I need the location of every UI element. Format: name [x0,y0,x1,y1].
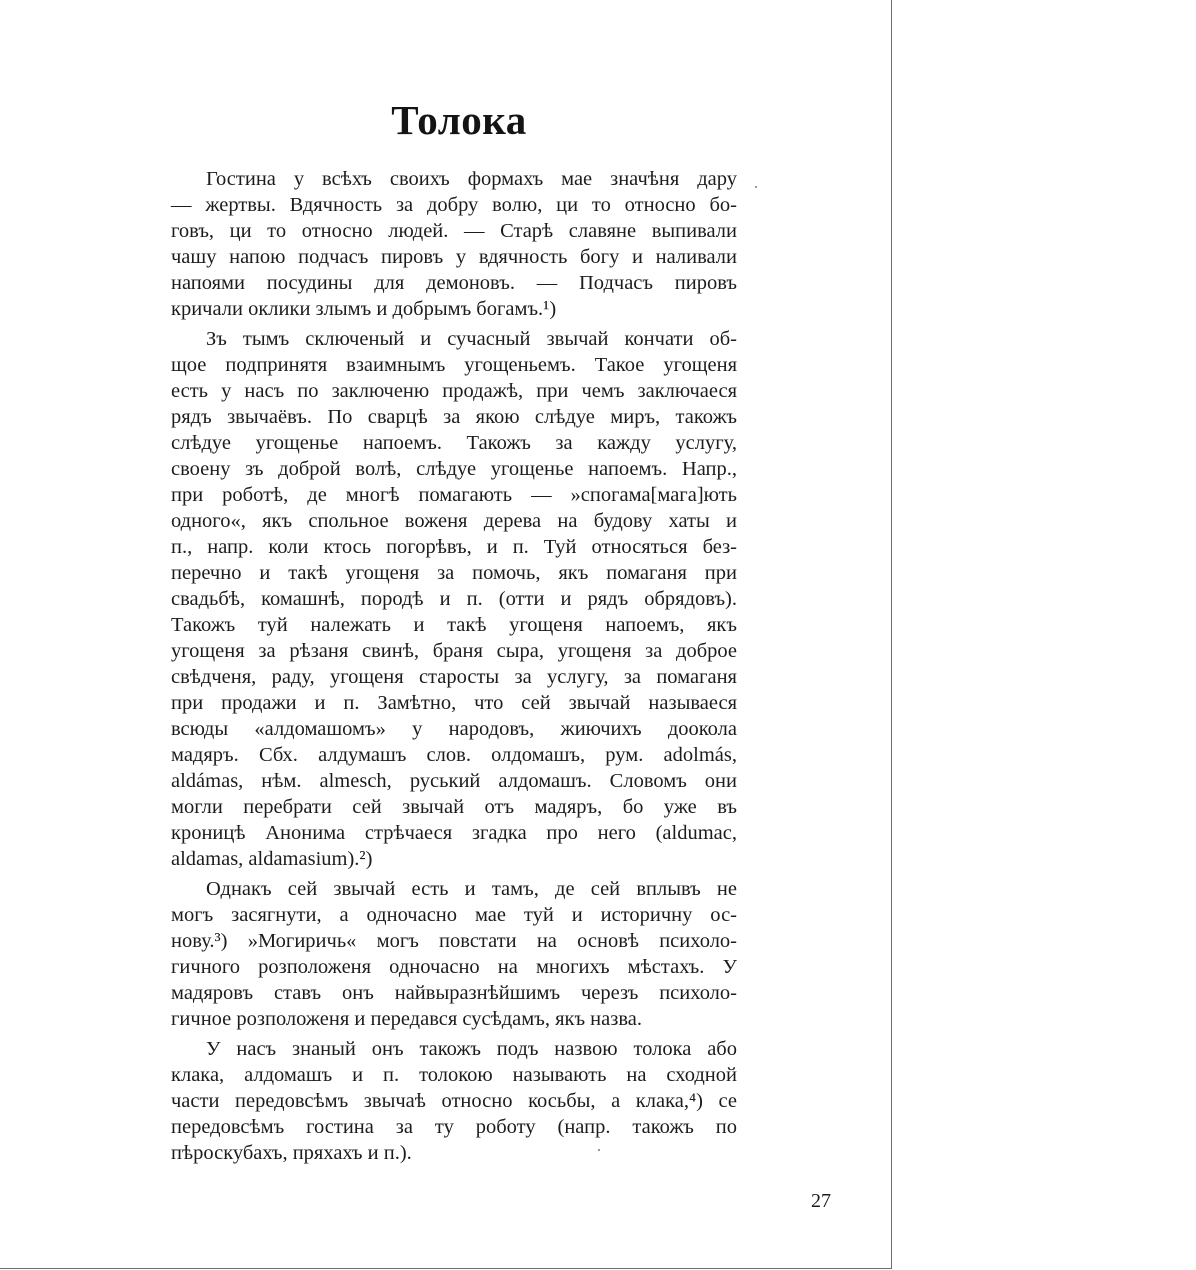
text-line: гичного розположеня одночасно на многихъ мѣстахъ. У [171,956,737,978]
page-number: 27 [811,1190,831,1212]
text-line: кроницѣ Анонима стрѣчаеся згадка про него (aldumac, [171,822,737,844]
scan-speck [598,1149,600,1151]
page-title: Толока [391,97,527,143]
text-line: клака, алдомашъ и п. толокою называють на сходной [171,1064,737,1086]
text-line: всюды «алдомашомъ» у народовъ, жиючихъ доокола [171,718,737,740]
text-line: Гостина у всѣхъ своихъ формахъ мае значѣня дару [206,168,737,190]
text-line: чашу напою подчасъ пировъ у вдячность богу и наливали [171,246,737,268]
text-line: угощеня за рѣзаня свинѣ, браня сыра, угощеня за доброе [171,640,737,662]
text-line: кричали оклики злымъ и добрымъ богамъ.¹) [171,298,557,320]
text-line: пѣроскубахъ, пряхахъ и п.). [171,1142,412,1164]
text-line: при роботѣ, де многѣ помагають — »спогама[мага]ють [171,484,737,506]
text-line: есть у насъ по заключеню продажѣ, при чемъ заключаеся [171,380,737,402]
text-line: рядъ звычаёвъ. По сварцѣ за якою слѣдуе миръ, такожъ [171,406,737,428]
text-line: слѣдуе угощенье напоемъ. Такожъ за кажду услугу, [171,432,737,454]
scan-speck [755,186,757,188]
text-line: могли перебрати сей звычай отъ мадяръ, бо уже въ [171,796,737,818]
text-line: могъ засягнути, а одночасно мае туй и историчну ос- [171,904,737,926]
text-line: при продажи и п. Замѣтно, что сей звычай называеся [171,692,737,714]
text-line: мадяровъ ставъ онъ найвыразнѣйшимъ черезъ психоло- [171,982,737,1004]
text-line: aldámas, нѣм. almesch, руський алдомашъ. Словомъ они [171,770,737,792]
text-line: Такожъ туй належать и такѣ угощеня напоемъ, якъ [171,614,737,636]
text-line: Зъ тымъ сключеный и сучасный звычай кончати об- [206,328,737,350]
text-line: одного«, якъ спольное воженя дерева на будову хаты и [171,510,737,532]
text-line: мадяръ. Сбх. алдумашъ слов. олдомашъ, рум. adolmás, [171,744,737,766]
text-line: п., напр. коли ктось погорѣвъ, и п. Туй относяться без- [171,536,737,558]
text-line: У насъ знаный онъ такожъ подъ назвою толока або [206,1038,737,1060]
text-line: части передовсѣмъ звычаѣ относно косьбы, а клака,⁴) се [171,1090,737,1112]
text-line: — жертвы. Вдячность за добру волю, ци то относно бо- [171,194,737,216]
text-line: aldamas, aldamasium).²) [171,848,373,870]
text-line: говъ, ци то относно людей. — Старѣ славяне выпивали [171,220,737,242]
body-text [171,166,737,1166]
text-line: перечно и такѣ угощеня за помочь, якъ помаганя при [171,562,737,584]
text-line: своену зъ доброй волѣ, слѣдуе угощенье напоемъ. Напр., [171,458,737,480]
text-line: свадьбѣ, комашнѣ, породѣ и п. (отти и рядъ обрядовъ). [171,588,737,610]
text-line: щое подпринятя взаимнымъ угощеньемъ. Такое угощеня [171,354,737,376]
text-line: гичное розположеня и передався сусѣдамъ, якъ назва. [171,1008,642,1030]
text-line: напоями посудины для демоновъ. — Подчасъ пировъ [171,272,737,294]
text-line: передовсѣмъ гостина за ту роботу (напр. такожъ по [171,1116,737,1138]
text-line: Однакъ сей звычай есть и тамъ, де сей вплывъ не [206,878,737,900]
text-line: нову.³) »Могиричь« могъ повстати на основѣ психоло- [171,930,737,952]
text-line: свѣдченя, раду, угощеня старосты за услугу, за помаганя [171,666,737,688]
